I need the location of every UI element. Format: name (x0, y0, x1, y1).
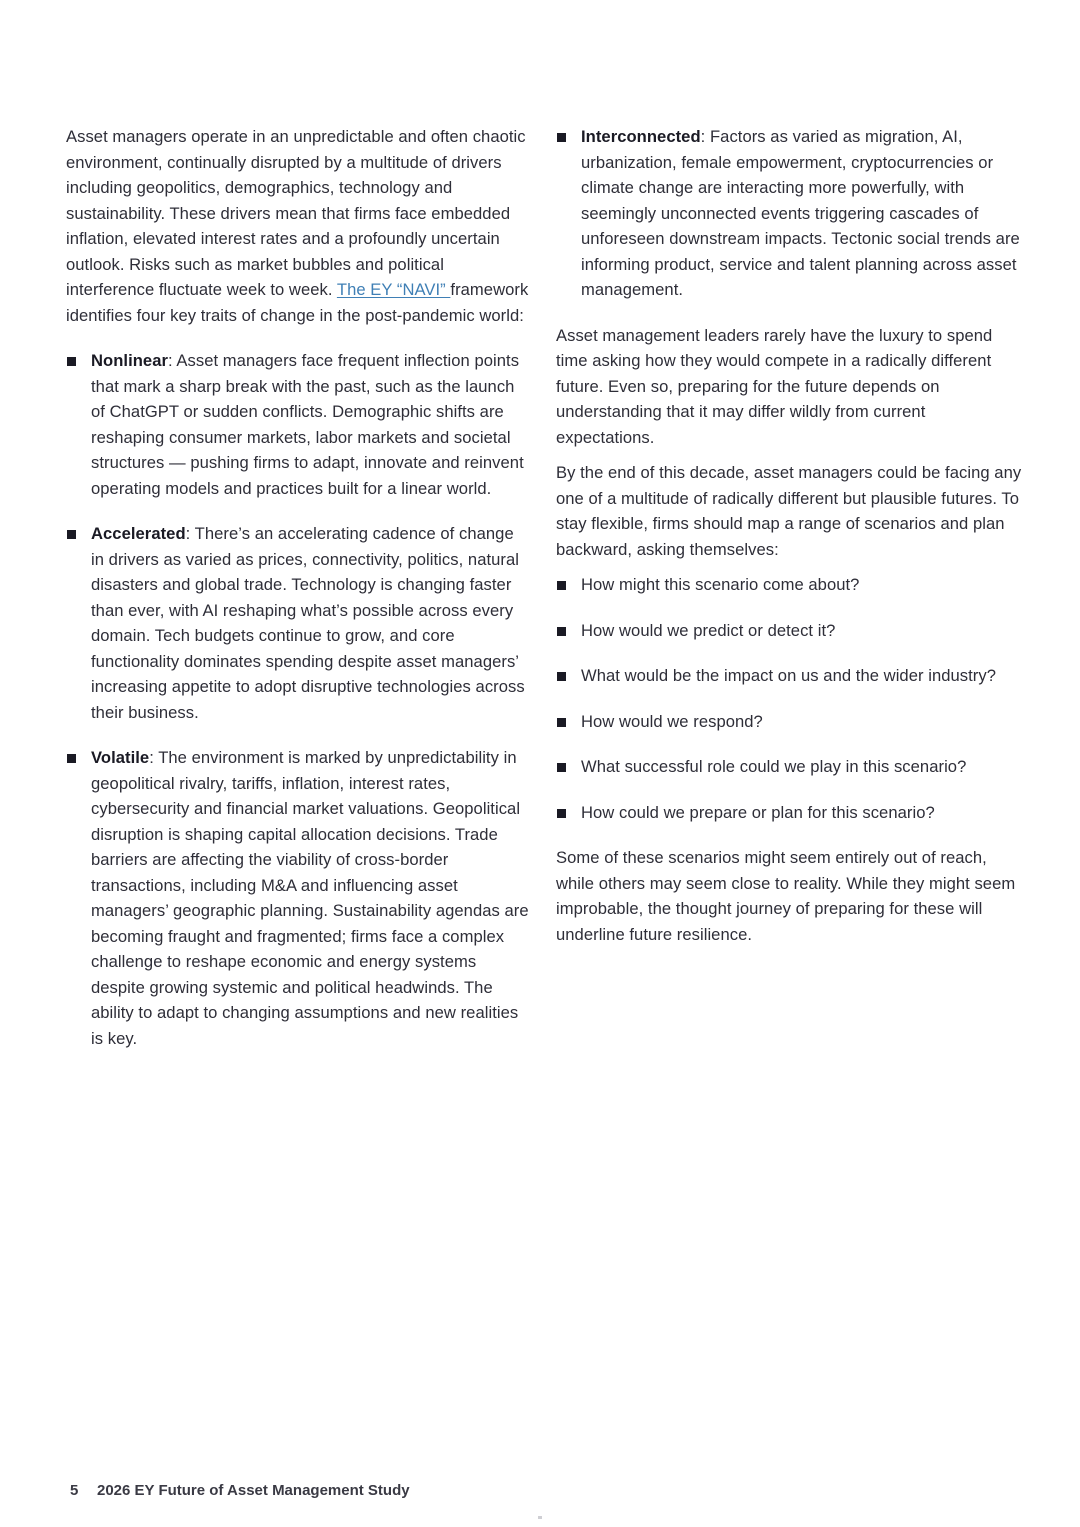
question-item (556, 754, 1026, 780)
trait-item-nonlinear (66, 348, 531, 501)
question-item (556, 709, 1026, 735)
trait-description: : Factors as varied as migration, AI, urbanization, female empowerment, cryptocurrencies or climate change are interacting more powerfully, with seemingly unconnected events triggering cascades of unforeseen downstream impacts. Tectonic social trends are informing product, service and talent planning across asset management. (581, 127, 1020, 299)
left-column (66, 124, 531, 1071)
question-item (556, 618, 1026, 644)
document-title: 2026 EY Future of Asset Management Study (97, 1482, 410, 1499)
question-text: What successful role could we play in this scenario? (581, 757, 967, 776)
page-marker (538, 1516, 542, 1519)
navi-framework-link[interactable]: The EY “NAVI” (336, 280, 451, 299)
trait-item-interconnected (556, 124, 1026, 303)
question-item (556, 800, 1026, 826)
question-text: What would be the impact on us and the wider industry? (581, 666, 997, 685)
bullet-square-icon (557, 672, 566, 681)
bullet-square-icon (67, 754, 76, 763)
trait-description: : Asset managers face frequent inflection points that mark a sharp break with the past, such as the launch of ChatGPT or sudden conflicts. Demographic shifts are reshaping consumer markets, labor markets and societal structures — pushing firms to adapt, innovate and reinvent operating models and practices built for a linear world. (91, 351, 524, 498)
bullet-square-icon (557, 133, 566, 142)
traits-list (66, 348, 531, 1051)
question-item (556, 663, 1026, 689)
trait-description: : There’s an accelerating cadence of change in drivers as varied as prices, connectivity, politics, natural disasters and global trade. Technology is changing faster than ever, with AI reshaping what’s possible across every domain. Tech budgets continue to grow, and core functionality dominates spending despite asset managers’ increasing appetite to adopt disruptive technologies across their business. (91, 524, 525, 722)
bullet-square-icon (557, 809, 566, 818)
trait-term: Interconnected (581, 127, 701, 146)
trait-description: : The environment is marked by unpredictability in geopolitical rivalry, tariffs, inflation, interest rates, cybersecurity and financial market valuations. Geopolitical disruption is shaping capital allocation decisions. Trade barriers are affecting the viability of cross-border transactions, including M&A and influencing asset managers’ geographic planning. Sustainability agendas are becoming fraught and fragmented; firms face a complex challenge to reshape economic and energy systems despite growing systemic and political headwinds. The ability to adapt to changing assumptions and new realities is key. (91, 748, 529, 1048)
bullet-square-icon (557, 718, 566, 727)
trait-term: Accelerated (91, 524, 186, 543)
question-text: How could we prepare or plan for this scenario? (581, 802, 935, 822)
trait-item-volatile (66, 745, 531, 1051)
page-number: 5 (70, 1482, 79, 1499)
question-text: How would we respond? (581, 711, 763, 731)
bullet-square-icon (557, 581, 566, 590)
intro-text-continued: framework identifies four key traits of change in the post-pandemic world: (66, 280, 529, 325)
trait-item-accelerated (66, 521, 531, 725)
intro-paragraph (66, 124, 531, 328)
traits-list-continued (556, 124, 1026, 303)
scenario-questions-list (556, 572, 1026, 825)
intro-text: Asset managers operate in an unpredictable and often chaotic environment, continually disrupted by a multitude of drivers including geopolitics, demographics, technology and sustainability. These drivers mean that firms face embedded inflation, elevated interest rates and a profoundly uncertain outlook. Risks such as market bubbles and political interference fluctuate week to week. (66, 127, 526, 299)
question-text: How might this scenario come about? (581, 575, 860, 594)
question-text: How would we predict or detect it? (581, 620, 836, 640)
bullet-square-icon (67, 530, 76, 539)
resilience-paragraph: Some of these scenarios might seem entirely out of reach, while others may seem close to reality. While they might seem improbable, the thought journey of preparing for these will underline future resilience. (556, 848, 1016, 944)
page-footer (70, 1482, 410, 1499)
bullet-square-icon (67, 357, 76, 366)
trait-term: Volatile (91, 748, 150, 767)
leaders-paragraph: Asset management leaders rarely have the luxury to spend time asking how they would compete in a radically different future. Even so, preparing for the future depends on understanding that it may differ wildly from current expectations. (556, 325, 993, 447)
question-item (556, 572, 1026, 598)
bullet-square-icon (557, 763, 566, 772)
trait-term: Nonlinear (91, 351, 168, 370)
right-column (556, 124, 1026, 957)
bullet-square-icon (557, 627, 566, 636)
futures-paragraph: By the end of this decade, asset managers could be facing any one of a multitude of radically different but plausible futures. To stay flexible, firms should map a range of scenarios and plan backward, asking themselves: (556, 463, 1022, 559)
